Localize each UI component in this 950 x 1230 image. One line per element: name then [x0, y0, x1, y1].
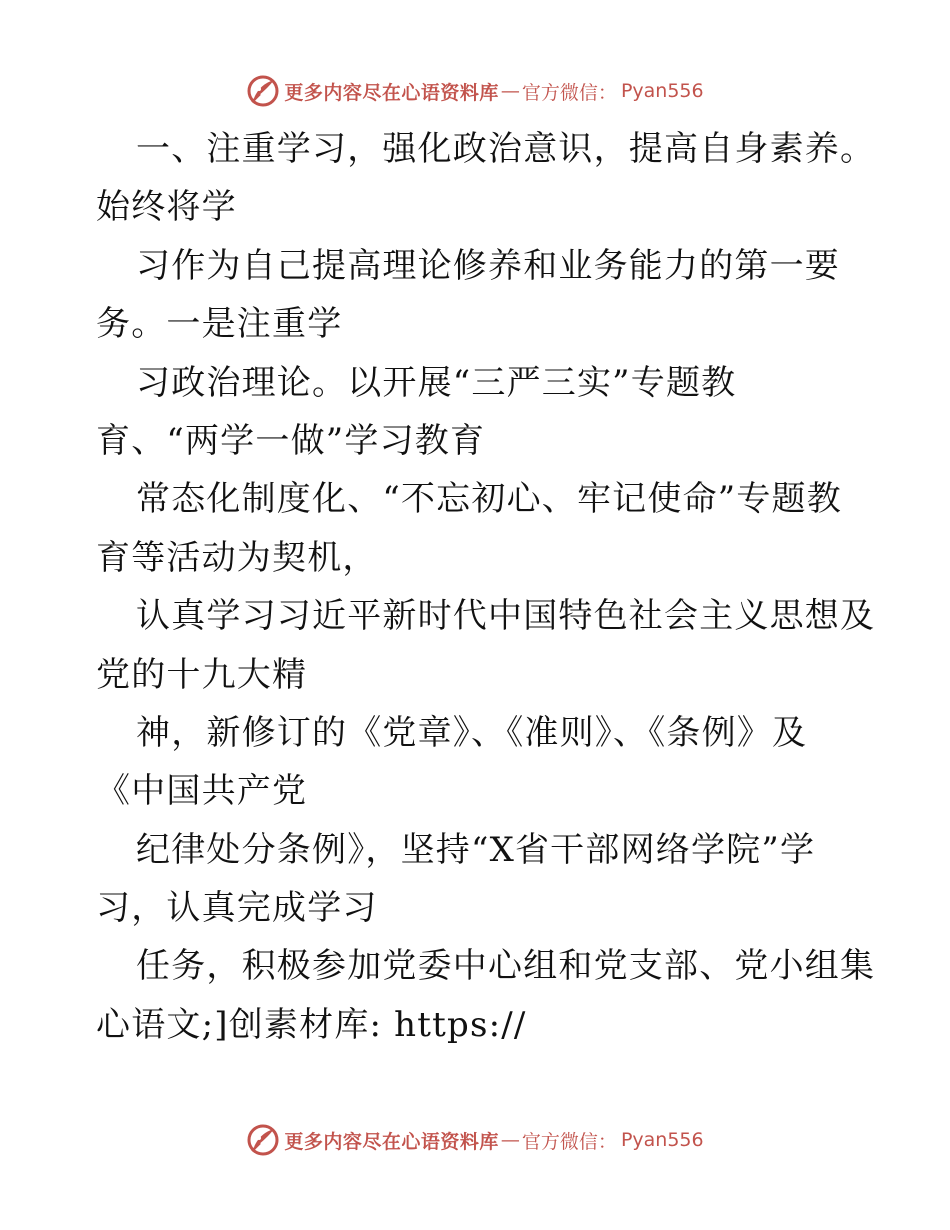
- paragraph-line: 习政治理论。以开展“三严三实”专题教: [136, 362, 737, 403]
- paragraph-line: 务。一是注重学: [96, 304, 343, 345]
- paragraph-line: 神，新修订的《党章》、《准则》、《条例》及: [136, 712, 808, 753]
- banner-wechat-label: 官方微信：: [521, 1130, 617, 1153]
- paragraph-line: 育等活动为契机，: [96, 537, 378, 578]
- banner-wechat-id: Pyan556: [620, 1129, 704, 1151]
- banner-dash: —: [500, 1129, 520, 1151]
- banner-dash: —: [500, 80, 520, 102]
- paragraph-line: 常态化制度化、“不忘初心、牢记使命”专题教: [136, 479, 842, 520]
- paragraph-line: 《中国共产党: [96, 771, 308, 812]
- paragraph-line: 一、注重学习，强化政治意识，提高自身素养。: [136, 129, 876, 169]
- banner-wechat-id: Pyan556: [620, 80, 704, 102]
- paragraph-line: 习作为自己提高理论修养和业务能力的第一要: [136, 245, 840, 286]
- paragraph-line: 育、“两学一做”学习教育: [96, 420, 486, 461]
- header-watermark-banner: [0, 71, 950, 111]
- paragraph-line: 任务，积极参加党委中心组和党支部、党小组集: [136, 946, 876, 987]
- document-body: [96, 120, 876, 1054]
- banner-text: 更多内容尽在心语资料库: [284, 1130, 499, 1153]
- paragraph-line: 心语文;]创素材库: https://: [96, 1004, 527, 1045]
- footer-watermark-banner: [0, 1120, 950, 1160]
- paragraph-line: 党的十九大精: [96, 654, 308, 695]
- banner-text: 更多内容尽在心语资料库: [284, 81, 499, 104]
- paragraph-line: 纪律处分条例》，坚持“X省干部网络学院”学: [136, 829, 816, 870]
- quill-logo-icon: [246, 1123, 280, 1157]
- paragraph-line: 习，认真完成学习: [96, 888, 378, 929]
- banner-wechat-label: 官方微信：: [521, 81, 617, 104]
- quill-logo-icon: [246, 74, 280, 108]
- paragraph-line: 始终将学: [96, 187, 237, 228]
- paragraph-line: 认真学习习近平新时代中国特色社会主义思想及: [136, 596, 876, 637]
